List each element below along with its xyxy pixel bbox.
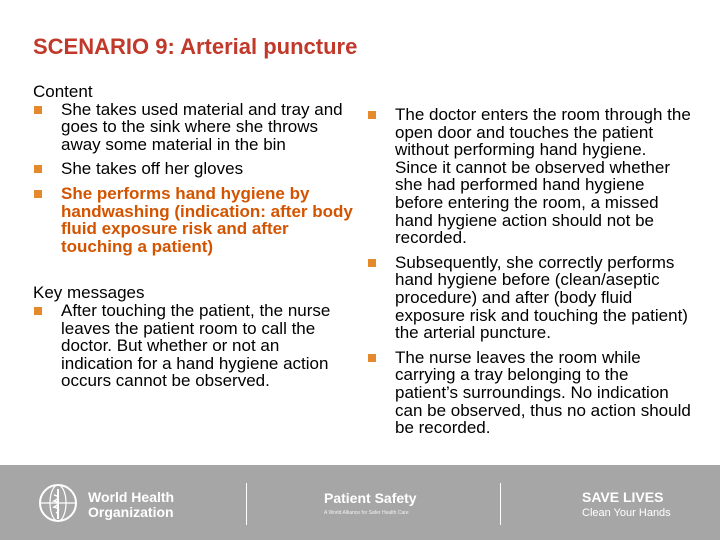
square-bullet-icon: [34, 165, 42, 173]
list-item-text: The doctor enters the room through the open door and touches the patient without performing hand hygiene. Since it cannot be observed whether she had performed hand hygiene before entering the room, a missed hand hygiene action should not be recorded.: [395, 105, 691, 248]
key-messages-heading: Key messages: [33, 283, 145, 303]
clean-hands-subtitle: Clean Your Hands: [582, 507, 671, 519]
square-bullet-icon: [368, 259, 376, 267]
content-list: [33, 101, 353, 256]
who-name: [88, 490, 174, 520]
right-list: [367, 106, 692, 437]
square-bullet-icon: [368, 111, 376, 119]
list-item: [33, 185, 353, 255]
list-item: [33, 160, 353, 178]
who-name-line1: World Health: [88, 489, 175, 505]
left-column: [33, 83, 353, 397]
patient-safety-title: Patient Safety: [324, 490, 417, 506]
save-lives-title: SAVE LIVES: [582, 489, 664, 505]
square-bullet-icon: [34, 106, 42, 114]
list-item: [367, 106, 692, 247]
footer-bar: [0, 465, 720, 540]
square-bullet-icon: [34, 307, 42, 315]
content-heading: Content: [33, 82, 93, 101]
patient-safety-subtitle: A World Alliance for Safer Health Care: [324, 510, 409, 516]
square-bullet-icon: [368, 354, 376, 362]
list-item: [33, 101, 353, 154]
square-bullet-icon: [34, 190, 42, 198]
list-item-text: The nurse leaves the room while carrying a tray belonging to the patient’s surroundings. No indication can be observed, thus no action should be recorded.: [395, 347, 691, 438]
list-item-text: After touching the patient, the nurse leaves the patient room to call the doctor. But whether or not an indication for a hand hygiene action occurs cannot be observed.: [61, 300, 331, 391]
list-item: [33, 302, 353, 390]
list-item-text: Subsequently, she correctly performs hand hygiene before (clean/aseptic procedure) and after (body fluid exposure risk and touching the patient) the arterial puncture.: [395, 252, 688, 343]
key-messages-list: [33, 302, 353, 390]
slide-title: SCENARIO 9: Arterial puncture: [33, 34, 358, 59]
list-item: [367, 254, 692, 342]
who-name-line2: Organization: [88, 504, 174, 520]
who-emblem-icon: [38, 483, 78, 523]
footer-divider: [500, 483, 501, 525]
list-item-text-emphasis: She performs hand hygiene by handwashing (indication: after body fluid exposure risk and after touching a patient): [61, 183, 353, 256]
right-column: [367, 106, 692, 444]
list-item: [367, 349, 692, 437]
list-item-text: She takes used material and tray and goes to the sink where she throws away some material in the bin: [61, 99, 343, 154]
list-item-text: She takes off her gloves: [61, 159, 244, 179]
footer-divider: [246, 483, 247, 525]
